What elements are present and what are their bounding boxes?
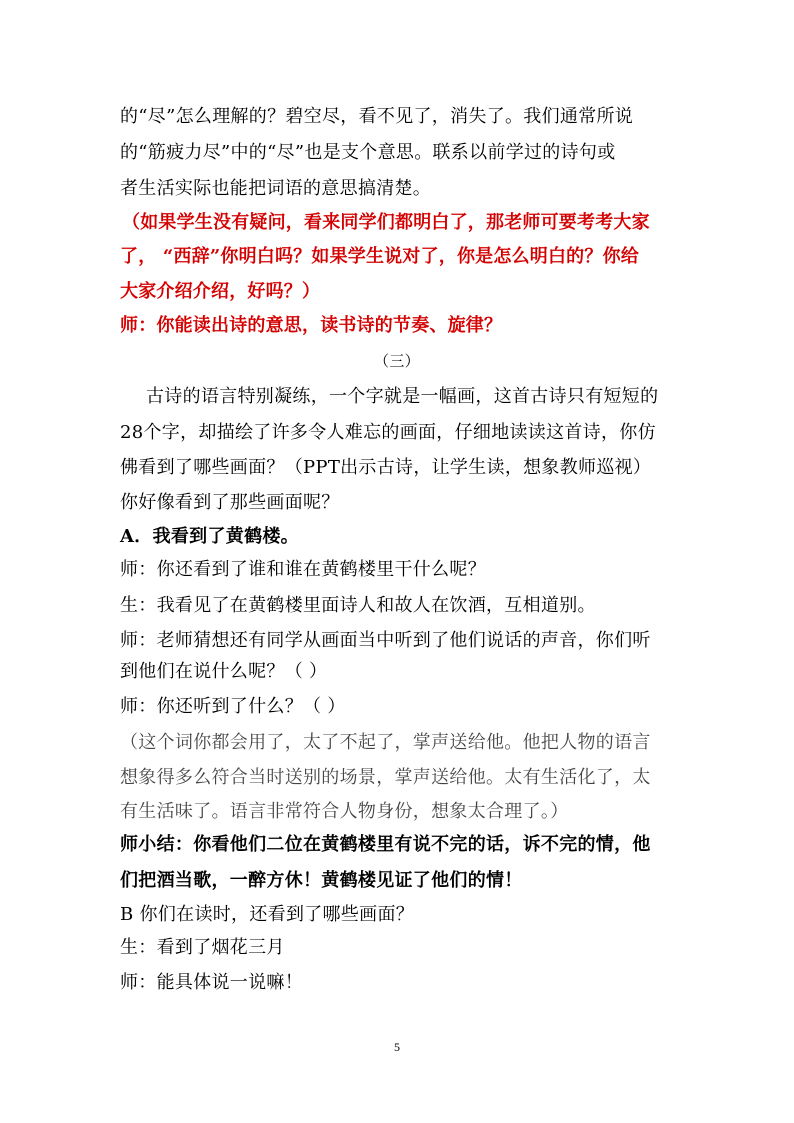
red-note-line: 了， “西辞”你明白吗？如果学生说对了，你是怎么明白的？你给 [120,246,639,267]
page-number: 5 [394,1040,400,1054]
dialogue-line: 生：我看见了在黄鹤楼里面诗人和故人在饮酒，互相道别。 [120,595,596,616]
praise-note-line: （这个词你都会用了，太了不起了，掌声送给他。他把人物的语言 [120,732,651,753]
item-b: B 你们在读时，还看到了哪些画面？ [120,904,415,925]
paragraph-line: 的“筋疲力尽”中的“尽”也是支个意思。联系以前学过的诗句或 [120,142,616,163]
red-note-line: （如果学生没有疑问，看来同学们都明白了，那老师可要考考大家 [122,212,650,233]
summary-line: 们把酒当歌，一醉方休！黄鹤楼见证了他们的情！ [120,870,523,891]
dialogue-line: 师：你还看到了谁和谁在黄鹤楼里干什么呢？ [120,559,486,580]
section-heading: （三） [374,352,420,370]
red-question-line: 师：你能读出诗的意思，读书诗的节奏、旋律？ [120,315,503,336]
praise-note-line: 有生活味了。语言非常符合人物身份，想象太合理了。） [120,801,569,822]
paragraph-line: 的“尽”怎么理解的？碧空尽，看不见了，消失了。我们通常所说 [120,106,634,127]
paragraph-line: 者生活实际也能把词语的意思搞清楚。 [120,178,432,199]
dialogue-line: 生：看到了烟花三月 [120,937,285,958]
summary-line: 师小结：你看他们二位在黄鹤楼里有说不完的话，诉不完的情，他 [120,834,651,855]
dialogue-line: 师：老师猜想还有同学从画面当中听到了他们说话的声音，你们听 [120,630,651,651]
paragraph-line: 佛看到了哪些画面？（PPT出示古诗，让学生读，想象教师巡视） [120,457,652,478]
paragraph-line: 你好像看到了那些画面呢？ [120,492,340,513]
red-note-line: 大家介绍介绍，好吗？） [120,281,321,302]
paragraph-line: 28个字，却描绘了许多令人难忘的画面，仔细地读读这首诗，你仿 [120,422,656,443]
dialogue-line: 师：能具体说一说嘛！ [120,972,303,993]
item-a: A．我看到了黄鹤楼。 [120,526,299,547]
dialogue-line: 师：你还听到了什么？（ ） [120,696,346,717]
dialogue-line: 到他们在说什么呢？（ ） [120,661,328,682]
praise-note-line: 想象得多么符合当时送别的场景，掌声送给他。太有生活化了，太 [120,767,651,788]
paragraph-line: 古诗的语言特别凝练，一个字就是一幅画，这首古诗只有短短的 [146,386,659,407]
